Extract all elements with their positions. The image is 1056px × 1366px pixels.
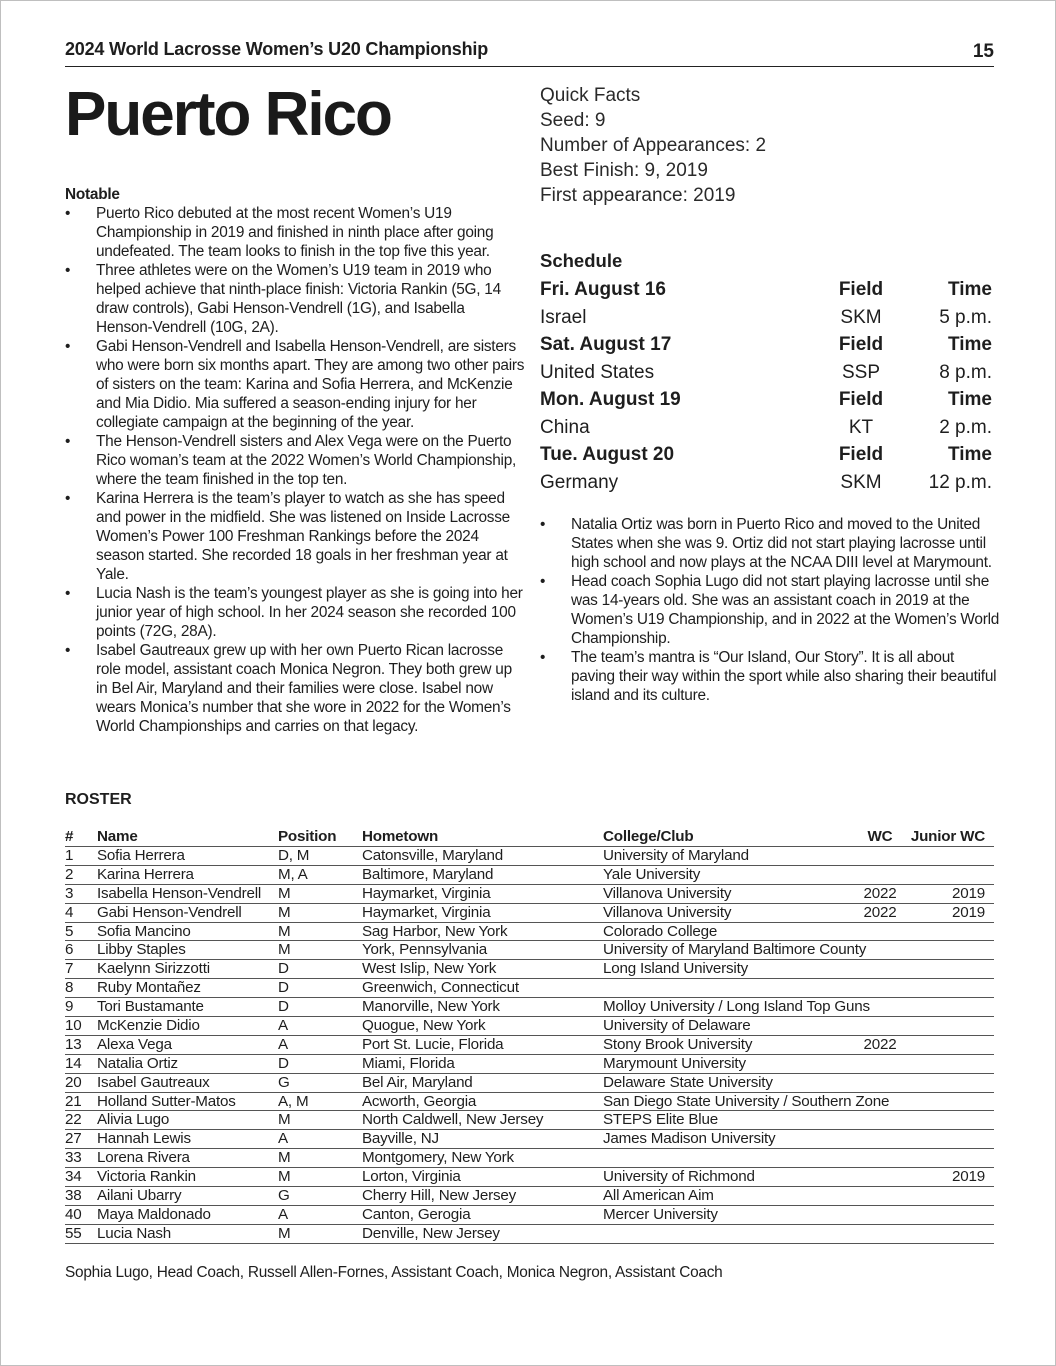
player-position: A bbox=[278, 1205, 288, 1223]
schedule-game-row bbox=[540, 304, 992, 332]
schedule-date: Fri. August 16 bbox=[540, 279, 666, 300]
player-name: Victoria Rankin bbox=[97, 1168, 196, 1186]
schedule-date-row bbox=[540, 331, 992, 359]
notable-bullet: • Isabel Gautreaux grew up with her own Puerto Rican lacrosse role model, assistant coach Monica Negron. They both grew up in Bel Air, Maryland and their families were close. Isabel now wears Monica’s number that she wore in 2022 for the Women’s World Championships and carries on that legacy. bbox=[65, 641, 525, 736]
player-number: 3 bbox=[65, 884, 74, 902]
quick-facts-heading: Quick Facts bbox=[540, 85, 641, 106]
note-bullet: • Natalia Ortiz was born in Puerto Rico and moved to the United States when she was 9. Ortiz did not start playing lacrosse until high school and now plays at the NCAA DIII level at Marymount. bbox=[540, 515, 1000, 572]
quick-fact-item: Seed: 9 bbox=[540, 110, 606, 131]
player-number: 4 bbox=[65, 903, 74, 921]
player-position: M bbox=[278, 884, 291, 902]
table-row bbox=[65, 923, 994, 942]
schedule-opponent: United States bbox=[540, 361, 655, 383]
schedule-table bbox=[540, 276, 992, 496]
table-row bbox=[65, 941, 994, 960]
notable-bullet: • Puerto Rico debuted at the most recent Women’s U19 Championship in 2019 and finished in ninth place after going undefeated. The team looks to finish in the top five this year. bbox=[65, 204, 525, 261]
notable-heading: Notable bbox=[65, 186, 120, 203]
schedule-game-row bbox=[540, 414, 992, 442]
player-name: Alivia Lugo bbox=[97, 1111, 170, 1129]
roster-header-row bbox=[65, 827, 994, 847]
team-name: Puerto Rico bbox=[65, 80, 391, 149]
schedule-heading: Schedule bbox=[540, 250, 623, 271]
player-number: 6 bbox=[65, 941, 74, 959]
note-bullet: • The team’s mantra is “Our Island, Our Story”. It is all about paving their way within the sport while also sharing their beautiful island and its culture. bbox=[540, 648, 1000, 705]
player-college: Molloy University / Long Island Top Guns bbox=[603, 998, 870, 1016]
player-position: M bbox=[278, 922, 291, 940]
player-position: G bbox=[278, 1187, 290, 1205]
schedule-opponent: Israel bbox=[540, 306, 587, 328]
column-header-name: Name bbox=[97, 828, 138, 845]
player-hometown: Haymarket, Virginia bbox=[362, 903, 491, 921]
schedule-time: 8 p.m. bbox=[939, 361, 992, 383]
notable-list bbox=[65, 204, 525, 736]
player-name: Lucia Nash bbox=[97, 1224, 171, 1242]
table-row bbox=[65, 1187, 994, 1206]
player-position: M, A bbox=[278, 865, 308, 883]
player-position: D bbox=[278, 960, 289, 978]
schedule-field-label: Field bbox=[838, 334, 884, 355]
schedule-time-label: Time bbox=[947, 389, 992, 410]
schedule-date-row bbox=[540, 276, 992, 304]
player-hometown: West Islip, New York bbox=[362, 960, 497, 978]
table-row bbox=[65, 1225, 994, 1244]
notable-bullet: • Karina Herrera is the team’s player to watch as she has speed and power in the midfield. She was listened on Inside Lacrosse Women’s Power 100 Freshman Rankings before the 2024 season started. She recorded 18 goals in her freshman year at Yale. bbox=[65, 489, 525, 584]
player-college: Stony Brook University bbox=[603, 1035, 753, 1053]
player-number: 55 bbox=[65, 1224, 82, 1242]
player-college: Marymount University bbox=[603, 1054, 746, 1072]
table-row bbox=[65, 904, 994, 923]
player-hometown: Denville, New Jersey bbox=[362, 1224, 500, 1242]
player-wc: 2022 bbox=[863, 884, 897, 902]
schedule-date: Mon. August 19 bbox=[540, 389, 681, 410]
player-hometown: Miami, Florida bbox=[362, 1054, 455, 1072]
schedule-opponent: China bbox=[540, 416, 590, 438]
player-hometown: Quogue, New York bbox=[362, 1017, 486, 1035]
table-row bbox=[65, 885, 994, 904]
roster-table bbox=[65, 827, 994, 1244]
schedule-field-label: Field bbox=[838, 444, 884, 465]
notable-section bbox=[65, 185, 525, 736]
quick-fact-item: Best Finish: 9, 2019 bbox=[540, 160, 708, 181]
schedule-field: SKM bbox=[840, 306, 882, 328]
player-number: 14 bbox=[65, 1054, 82, 1072]
player-position: M bbox=[278, 941, 291, 959]
quick-facts bbox=[540, 83, 1000, 208]
player-hometown: Canton, Gerogia bbox=[362, 1205, 471, 1223]
table-row bbox=[65, 1017, 994, 1036]
schedule-date: Sat. August 17 bbox=[540, 334, 672, 355]
player-college: University of Maryland Baltimore County bbox=[603, 941, 867, 959]
player-college: STEPS Elite Blue bbox=[603, 1111, 718, 1129]
player-position: M bbox=[278, 1168, 291, 1186]
notes-section bbox=[540, 515, 1000, 705]
table-row bbox=[65, 1206, 994, 1225]
column-header-wc: WC bbox=[867, 828, 893, 845]
page-number: 15 bbox=[972, 41, 994, 62]
player-name: Ailani Ubarry bbox=[97, 1187, 182, 1205]
header-title: 2024 World Lacrosse Women’s U20 Championship bbox=[65, 39, 488, 59]
schedule-time-label: Time bbox=[947, 279, 992, 300]
player-number: 5 bbox=[65, 922, 74, 940]
schedule-section bbox=[540, 249, 992, 496]
player-name: Ruby Montañez bbox=[97, 979, 201, 997]
player-college: San Diego State University / Southern Zone bbox=[603, 1092, 890, 1110]
player-name: Hannah Lewis bbox=[97, 1130, 191, 1148]
player-position: D bbox=[278, 998, 289, 1016]
player-name: Holland Sutter-Matos bbox=[97, 1092, 236, 1110]
player-number: 33 bbox=[65, 1149, 82, 1167]
player-name: Kaelynn Sirizzotti bbox=[97, 960, 210, 978]
schedule-date-row bbox=[540, 441, 992, 469]
player-hometown: Haymarket, Virginia bbox=[362, 884, 491, 902]
table-row bbox=[65, 1093, 994, 1112]
schedule-time-label: Time bbox=[947, 334, 992, 355]
player-junior-wc: 2019 bbox=[952, 903, 985, 921]
player-hometown: Greenwich, Connecticut bbox=[362, 979, 519, 997]
table-row bbox=[65, 1149, 994, 1168]
player-name: Sofia Herrera bbox=[97, 847, 185, 864]
schedule-field-label: Field bbox=[838, 279, 884, 300]
player-name: Karina Herrera bbox=[97, 865, 194, 883]
player-position: A bbox=[278, 1130, 288, 1148]
player-hometown: Bayville, NJ bbox=[362, 1130, 439, 1148]
player-position: M bbox=[278, 1224, 291, 1242]
schedule-time: 5 p.m. bbox=[939, 306, 992, 328]
player-number: 20 bbox=[65, 1073, 82, 1091]
player-junior-wc: 2019 bbox=[952, 1168, 985, 1186]
player-hometown: Sag Harbor, New York bbox=[362, 922, 508, 940]
player-number: 9 bbox=[65, 998, 74, 1016]
roster-heading: ROSTER bbox=[65, 791, 132, 808]
player-number: 21 bbox=[65, 1092, 82, 1110]
player-name: McKenzie Didio bbox=[97, 1017, 200, 1035]
player-position: G bbox=[278, 1073, 290, 1091]
schedule-game-row bbox=[540, 469, 992, 497]
player-college: Villanova University bbox=[603, 903, 732, 921]
schedule-date-row bbox=[540, 386, 992, 414]
player-hometown: Acworth, Georgia bbox=[362, 1092, 477, 1110]
player-number: 27 bbox=[65, 1130, 82, 1148]
player-hometown: Bel Air, Maryland bbox=[362, 1073, 473, 1091]
schedule-field-label: Field bbox=[838, 389, 884, 410]
player-position: A, M bbox=[278, 1092, 309, 1110]
quick-fact-item: First appearance: 2019 bbox=[540, 185, 736, 206]
table-row bbox=[65, 847, 994, 866]
player-hometown: Port St. Lucie, Florida bbox=[362, 1035, 504, 1053]
player-wc: 2022 bbox=[863, 1035, 897, 1053]
player-number: 1 bbox=[65, 847, 74, 864]
table-row bbox=[65, 1111, 994, 1130]
player-number: 13 bbox=[65, 1035, 82, 1053]
player-number: 10 bbox=[65, 1017, 82, 1035]
player-junior-wc: 2019 bbox=[952, 884, 985, 902]
note-bullet: • Head coach Sophia Lugo did not start playing lacrosse until she was 14-years old. She was an assistant coach in 2019 at the Women’s U19 Championship, and in 2022 at the Women’s World Championship. bbox=[540, 572, 1000, 648]
player-college: University of Maryland bbox=[603, 847, 749, 864]
player-name: Lorena Rivera bbox=[97, 1149, 190, 1167]
player-college: All American Aim bbox=[603, 1187, 714, 1205]
table-row bbox=[65, 1055, 994, 1074]
column-header-number: # bbox=[65, 828, 74, 845]
table-row bbox=[65, 1074, 994, 1093]
player-position: A bbox=[278, 1017, 288, 1035]
player-name: Isabel Gautreaux bbox=[97, 1073, 210, 1091]
player-name: Libby Staples bbox=[97, 941, 186, 959]
player-college: James Madison University bbox=[603, 1130, 776, 1148]
player-position: M bbox=[278, 903, 291, 921]
player-name: Tori Bustamante bbox=[97, 998, 204, 1016]
schedule-field: KT bbox=[848, 416, 874, 438]
notes-list bbox=[540, 515, 1000, 705]
table-row bbox=[65, 979, 994, 998]
player-hometown: North Caldwell, New Jersey bbox=[362, 1111, 544, 1129]
table-row bbox=[65, 1130, 994, 1149]
player-college: Delaware State University bbox=[603, 1073, 773, 1091]
table-row bbox=[65, 1036, 994, 1055]
player-number: 22 bbox=[65, 1111, 82, 1129]
player-college: University of Delaware bbox=[603, 1017, 751, 1035]
player-position: D bbox=[278, 979, 289, 997]
player-hometown: Lorton, Virginia bbox=[362, 1168, 461, 1186]
player-position: D, M bbox=[278, 847, 310, 864]
player-name: Sofia Mancino bbox=[97, 922, 191, 940]
schedule-time: 12 p.m. bbox=[928, 471, 992, 493]
player-wc: 2022 bbox=[863, 903, 897, 921]
player-name: Maya Maldonado bbox=[97, 1205, 211, 1223]
table-row bbox=[65, 866, 994, 885]
notable-bullet: • Gabi Henson-Vendrell and Isabella Henson-Vendrell, are sisters who were born six months apart. They are among two other pairs of sisters on the team: Karina and Sofia Herrera, and McKenzie and Mia Didio. Mia suffered a season-ending injury for her collegiate campaign at the beginning of the year. bbox=[65, 337, 525, 432]
coaches-line: Sophia Lugo, Head Coach, Russell Allen-Fornes, Assistant Coach, Monica Negron, Assistant Coach bbox=[65, 1264, 723, 1281]
player-college: Colorado College bbox=[603, 922, 718, 940]
player-name: Natalia Ortiz bbox=[97, 1054, 178, 1072]
quick-facts-list bbox=[540, 108, 1000, 208]
player-name: Alexa Vega bbox=[97, 1035, 172, 1053]
player-hometown: Baltimore, Maryland bbox=[362, 865, 494, 883]
quick-fact-item: Number of Appearances: 2 bbox=[540, 135, 767, 156]
player-hometown: York, Pennsylvania bbox=[362, 941, 488, 959]
player-position: D bbox=[278, 1054, 289, 1072]
player-number: 38 bbox=[65, 1187, 82, 1205]
player-college: Mercer University bbox=[603, 1205, 718, 1223]
player-number: 34 bbox=[65, 1168, 82, 1186]
player-number: 8 bbox=[65, 979, 74, 997]
table-row bbox=[65, 998, 994, 1017]
notable-bullet: • Three athletes were on the Women’s U19 team in 2019 who helped achieve that ninth-place finish: Victoria Rankin (5G, 14 draw controls), Gabi Henson-Vendrell (1G), and Isabella Henson-Vendrell (10G, 2A). bbox=[65, 261, 525, 337]
table-row bbox=[65, 960, 994, 979]
player-number: 7 bbox=[65, 960, 74, 978]
notable-bullet: • Lucia Nash is the team’s youngest player as she is going into her junior year of high school. In her 2024 season she recorded 100 points (72G, 28A). bbox=[65, 584, 525, 641]
schedule-opponent: Germany bbox=[540, 471, 619, 493]
column-header-position: Position bbox=[278, 828, 337, 845]
player-name: Isabella Henson-Vendrell bbox=[97, 884, 262, 902]
player-name: Gabi Henson-Vendrell bbox=[97, 903, 242, 921]
player-position: M bbox=[278, 1149, 291, 1167]
player-number: 2 bbox=[65, 865, 74, 883]
player-hometown: Catonsville, Maryland bbox=[362, 847, 503, 864]
notable-bullet: • The Henson-Vendrell sisters and Alex Vega were on the Puerto Rico woman’s team at the 2022 Women’s World Championship, where the team finished in the top ten. bbox=[65, 432, 525, 489]
schedule-time: 2 p.m. bbox=[939, 416, 992, 438]
player-position: A bbox=[278, 1035, 288, 1053]
player-position: M bbox=[278, 1111, 291, 1129]
schedule-time-label: Time bbox=[947, 444, 992, 465]
player-number: 40 bbox=[65, 1205, 82, 1223]
player-hometown: Montgomery, New York bbox=[362, 1149, 514, 1167]
player-college: Long Island University bbox=[603, 960, 749, 978]
player-hometown: Manorville, New York bbox=[362, 998, 500, 1016]
player-college: University of Richmond bbox=[603, 1168, 755, 1186]
schedule-field: SSP bbox=[841, 361, 881, 383]
column-header-college: College/Club bbox=[603, 828, 694, 845]
column-header-hometown: Hometown bbox=[362, 828, 439, 845]
schedule-date: Tue. August 20 bbox=[540, 444, 675, 465]
table-row bbox=[65, 1168, 994, 1187]
player-hometown: Cherry Hill, New Jersey bbox=[362, 1187, 517, 1205]
column-header-junior-wc: Junior WC bbox=[910, 828, 985, 845]
schedule-game-row bbox=[540, 359, 992, 387]
player-college: Yale University bbox=[603, 865, 701, 883]
page-header bbox=[65, 39, 994, 67]
schedule-field: SKM bbox=[840, 471, 882, 493]
player-college: Villanova University bbox=[603, 884, 732, 902]
